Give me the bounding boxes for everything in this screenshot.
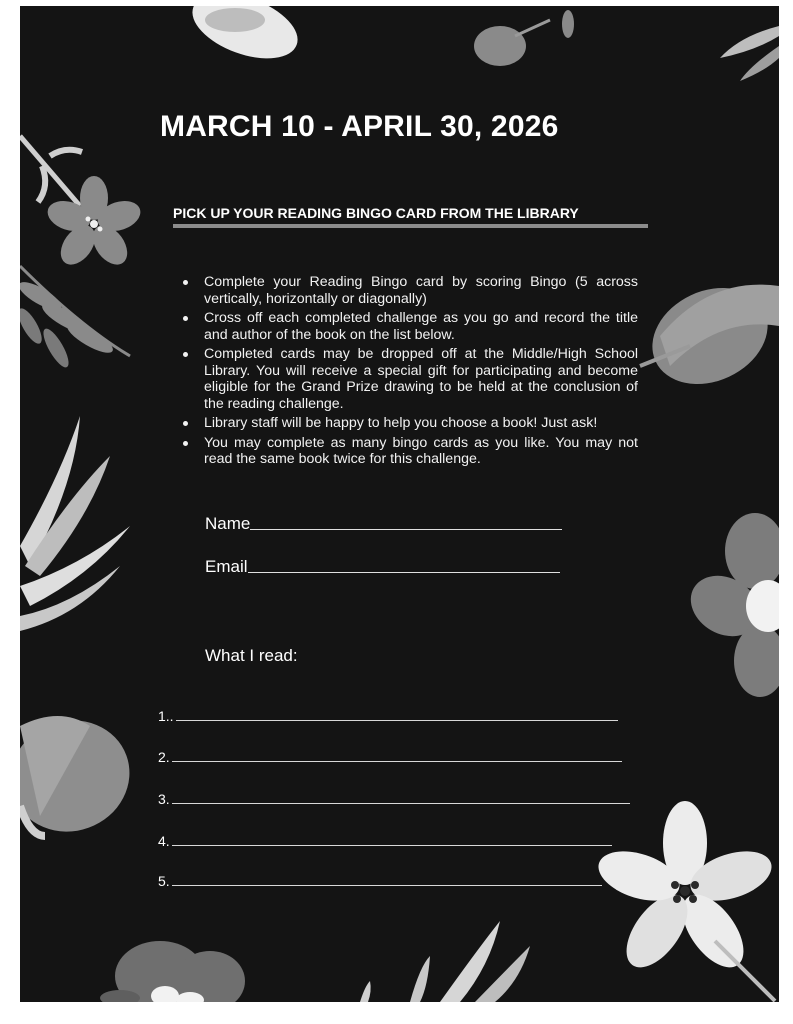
entry-line[interactable] <box>172 845 612 846</box>
flower-bottom-right <box>592 801 777 1001</box>
instruction-item: Cross off each completed challenge as you go and record the title and author of the book on the list below. <box>180 310 638 343</box>
leaves-bottom-center <box>360 921 530 1002</box>
entry-number: 4. <box>158 833 170 849</box>
entry-number: 2. <box>158 749 170 765</box>
entry-line[interactable] <box>172 885 602 886</box>
bud-top-right <box>474 10 574 66</box>
instruction-item: You may complete as many bingo cards as you like. You may not read the same book twice for this challenge. <box>180 435 638 468</box>
event-dates-title: MARCH 10 - APRIL 30, 2026 <box>160 110 559 143</box>
tulip-right <box>637 270 779 402</box>
flyer-page <box>20 6 779 1002</box>
reading-entry-2[interactable] <box>158 749 622 765</box>
email-line[interactable] <box>248 572 560 573</box>
fern-left <box>20 266 130 371</box>
flower-top-center <box>184 6 307 71</box>
entry-number: 1.. <box>158 708 174 724</box>
floral-decoration <box>20 6 779 1002</box>
leaves-left-middle <box>20 416 130 631</box>
email-label: Email <box>205 557 248 576</box>
instructions-list <box>180 274 638 471</box>
reading-entry-4[interactable] <box>158 833 612 849</box>
flower-bottom-left <box>100 941 245 1002</box>
instruction-item: Library staff will be happy to help you choose a book! Just ask! <box>180 415 638 432</box>
what-i-read-heading: What I read: <box>205 646 298 665</box>
entry-number: 3. <box>158 791 170 807</box>
entry-line[interactable] <box>172 803 630 804</box>
heading-underline <box>173 224 648 228</box>
instruction-item: Complete your Reading Bingo card by scoring Bingo (5 across vertically, horizontally or diagonally) <box>180 274 638 307</box>
leaves-top-right <box>720 26 779 81</box>
reading-entry-1[interactable] <box>158 708 618 724</box>
flower-left-upper <box>20 136 144 271</box>
pickup-heading: PICK UP YOUR READING BINGO CARD FROM THE LIBRARY <box>173 205 579 221</box>
name-line[interactable] <box>250 529 562 530</box>
name-field[interactable] <box>205 514 562 534</box>
reading-entry-5[interactable] <box>158 873 602 889</box>
reading-entry-3[interactable] <box>158 791 630 807</box>
email-field[interactable] <box>205 557 560 577</box>
name-label: Name <box>205 514 251 533</box>
entry-line[interactable] <box>172 761 622 762</box>
tulip-left-lower <box>20 704 145 848</box>
entry-number: 5. <box>158 873 170 889</box>
flower-right-middle <box>680 513 779 697</box>
instruction-item: Completed cards may be dropped off at the Middle/High School Library. You will receive a special gift for participating and become eligible for the Grand Prize drawing to be held at the conclusion of the reading challenge. <box>180 346 638 412</box>
entry-line[interactable] <box>176 720 618 721</box>
